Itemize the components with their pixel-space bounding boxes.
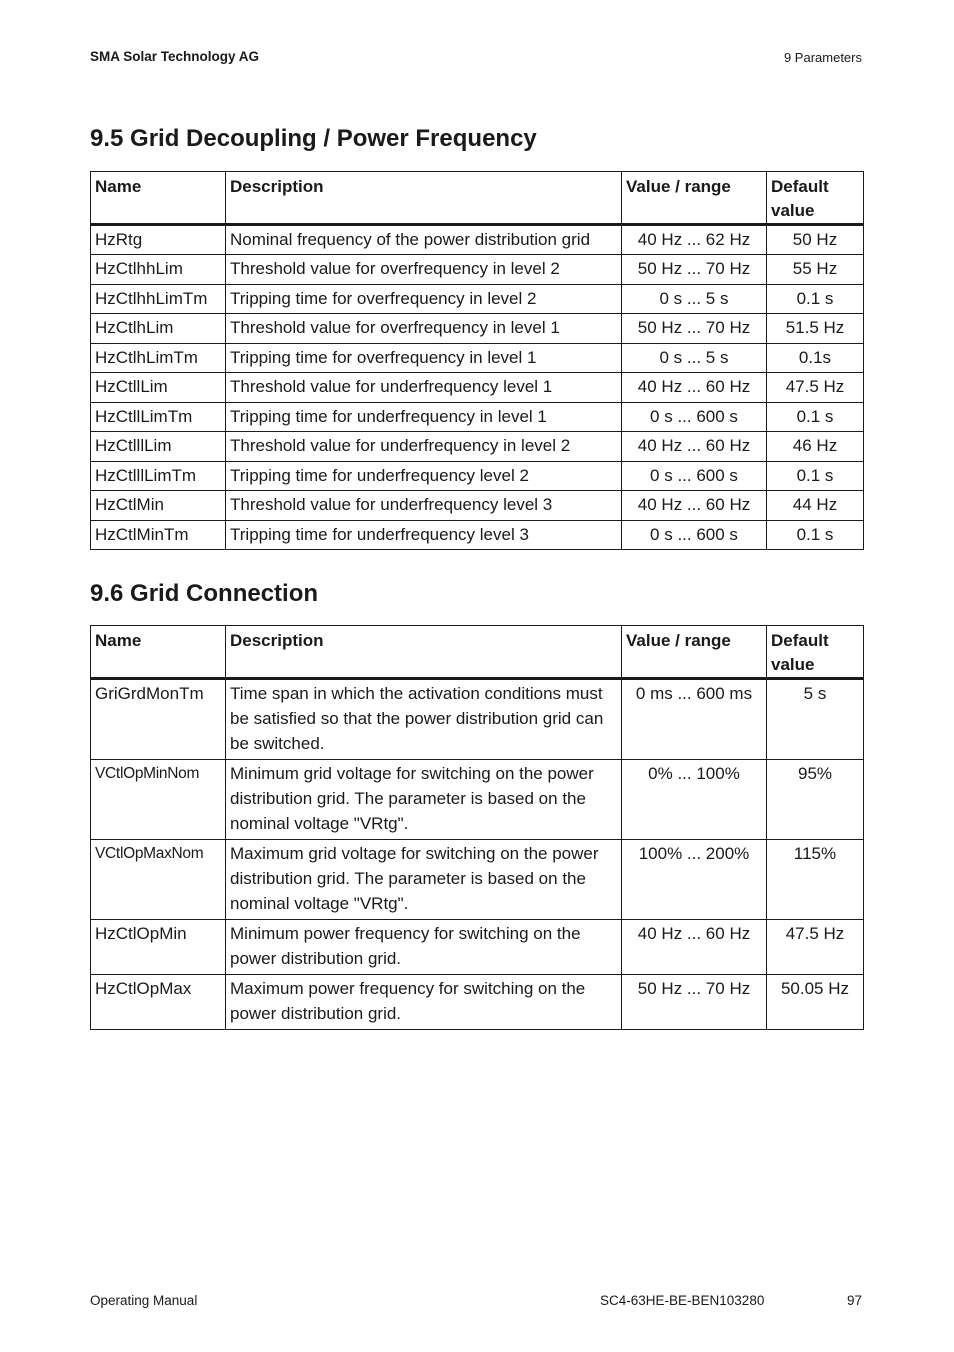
table-row <box>91 760 864 840</box>
param-description: Threshold value for overfrequency in level 2 <box>226 255 622 285</box>
column-header-name: Name <box>91 172 226 225</box>
table-row <box>91 975 864 1030</box>
param-name: HzCtlhhLim <box>91 255 226 285</box>
footer-page-number: 97 <box>846 1293 862 1308</box>
param-name: HzCtlMin <box>91 491 226 521</box>
table-row <box>91 343 864 373</box>
column-header-value-range: Value / range <box>622 626 767 679</box>
param-name: GriGrdMonTm <box>91 679 226 760</box>
param-value-range: 40 Hz ... 60 Hz <box>622 920 767 975</box>
param-value-range: 40 Hz ... 60 Hz <box>622 432 767 462</box>
param-name: HzCtlllLim <box>91 432 226 462</box>
table-row <box>91 284 864 314</box>
param-name: HzCtlhhLimTm <box>91 284 226 314</box>
param-default-value: 0.1 s <box>767 284 864 314</box>
table-header-row <box>91 626 864 679</box>
column-header-description: Description <box>226 172 622 225</box>
param-value-range: 0% ... 100% <box>622 760 767 840</box>
param-default-value: 47.5 Hz <box>767 920 864 975</box>
table-header-row <box>91 172 864 225</box>
footer-manual-title: Operating Manual <box>90 1293 198 1308</box>
param-description: Threshold value for underfrequency in level 2 <box>226 432 622 462</box>
param-description: Minimum power frequency for switching on the power distribution grid. <box>226 920 622 975</box>
param-value-range: 50 Hz ... 70 Hz <box>622 314 767 344</box>
param-description: Minimum grid voltage for switching on the power distribution grid. The parameter is based on the nominal voltage "VRtg". <box>226 760 622 840</box>
param-name: HzCtllLim <box>91 373 226 403</box>
param-description: Tripping time for underfrequency level 2 <box>226 461 622 491</box>
param-value-range: 0 s ... 600 s <box>622 520 767 550</box>
param-value-range: 0 s ... 5 s <box>622 284 767 314</box>
param-description: Threshold value for underfrequency level 1 <box>226 373 622 403</box>
param-value-range: 40 Hz ... 60 Hz <box>622 491 767 521</box>
param-description: Threshold value for overfrequency in level 1 <box>226 314 622 344</box>
column-header-value-range: Value / range <box>622 172 767 225</box>
param-value-range: 0 s ... 5 s <box>622 343 767 373</box>
param-description: Maximum grid voltage for switching on the power distribution grid. The parameter is based on the nominal voltage "VRtg". <box>226 840 622 920</box>
param-name: HzCtlMinTm <box>91 520 226 550</box>
param-name: VCtlOpMaxNom <box>91 840 226 920</box>
param-name: VCtlOpMinNom <box>91 760 226 840</box>
table-body <box>91 679 864 1030</box>
param-value-range: 50 Hz ... 70 Hz <box>622 255 767 285</box>
section-title-grid-connection: 9.6 Grid Connection <box>90 580 319 607</box>
param-description: Tripping time for underfrequency in level 1 <box>226 402 622 432</box>
param-default-value: 44 Hz <box>767 491 864 521</box>
column-header-default-value: Default value <box>767 626 864 679</box>
param-default-value: 0.1s <box>767 343 864 373</box>
param-default-value: 5 s <box>767 679 864 760</box>
table-row <box>91 491 864 521</box>
param-default-value: 55 Hz <box>767 255 864 285</box>
param-description: Nominal frequency of the power distribution grid <box>226 225 622 255</box>
table-row <box>91 402 864 432</box>
param-name: HzCtlhLimTm <box>91 343 226 373</box>
param-name: HzCtlhLim <box>91 314 226 344</box>
param-description: Maximum power frequency for switching on the power distribution grid. <box>226 975 622 1030</box>
param-default-value: 95% <box>767 760 864 840</box>
param-default-value: 46 Hz <box>767 432 864 462</box>
table-row <box>91 314 864 344</box>
table-row <box>91 520 864 550</box>
footer-document-id: SC4-63HE-BE-BEN103280 <box>600 1293 765 1308</box>
param-name: HzCtlOpMin <box>91 920 226 975</box>
param-name: HzCtlllLimTm <box>91 461 226 491</box>
param-default-value: 51.5 Hz <box>767 314 864 344</box>
table-row <box>91 920 864 975</box>
table-row <box>91 679 864 760</box>
table-row <box>91 432 864 462</box>
table-row <box>91 373 864 403</box>
column-header-description: Description <box>226 626 622 679</box>
param-default-value: 50 Hz <box>767 225 864 255</box>
param-value-range: 0 ms ... 600 ms <box>622 679 767 760</box>
parameter-table-grid-decoupling <box>90 171 864 550</box>
table-row <box>91 461 864 491</box>
header-chapter: 9 Parameters <box>783 50 862 65</box>
table-row <box>91 225 864 255</box>
param-value-range: 0 s ... 600 s <box>622 461 767 491</box>
column-header-name: Name <box>91 626 226 679</box>
table-row <box>91 255 864 285</box>
param-description: Tripping time for underfrequency level 3 <box>226 520 622 550</box>
param-description: Tripping time for overfrequency in level 1 <box>226 343 622 373</box>
param-description: Threshold value for underfrequency level 3 <box>226 491 622 521</box>
param-default-value: 0.1 s <box>767 402 864 432</box>
section-title-grid-decoupling: 9.5 Grid Decoupling / Power Frequency <box>90 125 537 152</box>
param-value-range: 40 Hz ... 60 Hz <box>622 373 767 403</box>
table-body <box>91 225 864 550</box>
param-default-value: 47.5 Hz <box>767 373 864 403</box>
parameter-table-grid-connection <box>90 625 864 1030</box>
param-value-range: 0 s ... 600 s <box>622 402 767 432</box>
param-value-range: 40 Hz ... 62 Hz <box>622 225 767 255</box>
param-name: HzCtlOpMax <box>91 975 226 1030</box>
param-value-range: 50 Hz ... 70 Hz <box>622 975 767 1030</box>
param-default-value: 0.1 s <box>767 461 864 491</box>
column-header-default-value: Default value <box>767 172 864 225</box>
param-value-range: 100% ... 200% <box>622 840 767 920</box>
table-row <box>91 840 864 920</box>
param-description: Tripping time for overfrequency in level 2 <box>226 284 622 314</box>
param-default-value: 0.1 s <box>767 520 864 550</box>
header-company: SMA Solar Technology AG <box>90 49 260 64</box>
param-name: HzRtg <box>91 225 226 255</box>
param-description: Time span in which the activation conditions must be satisfied so that the power distribution grid can be switched. <box>226 679 622 760</box>
param-default-value: 115% <box>767 840 864 920</box>
param-name: HzCtllLimTm <box>91 402 226 432</box>
param-default-value: 50.05 Hz <box>767 975 864 1030</box>
